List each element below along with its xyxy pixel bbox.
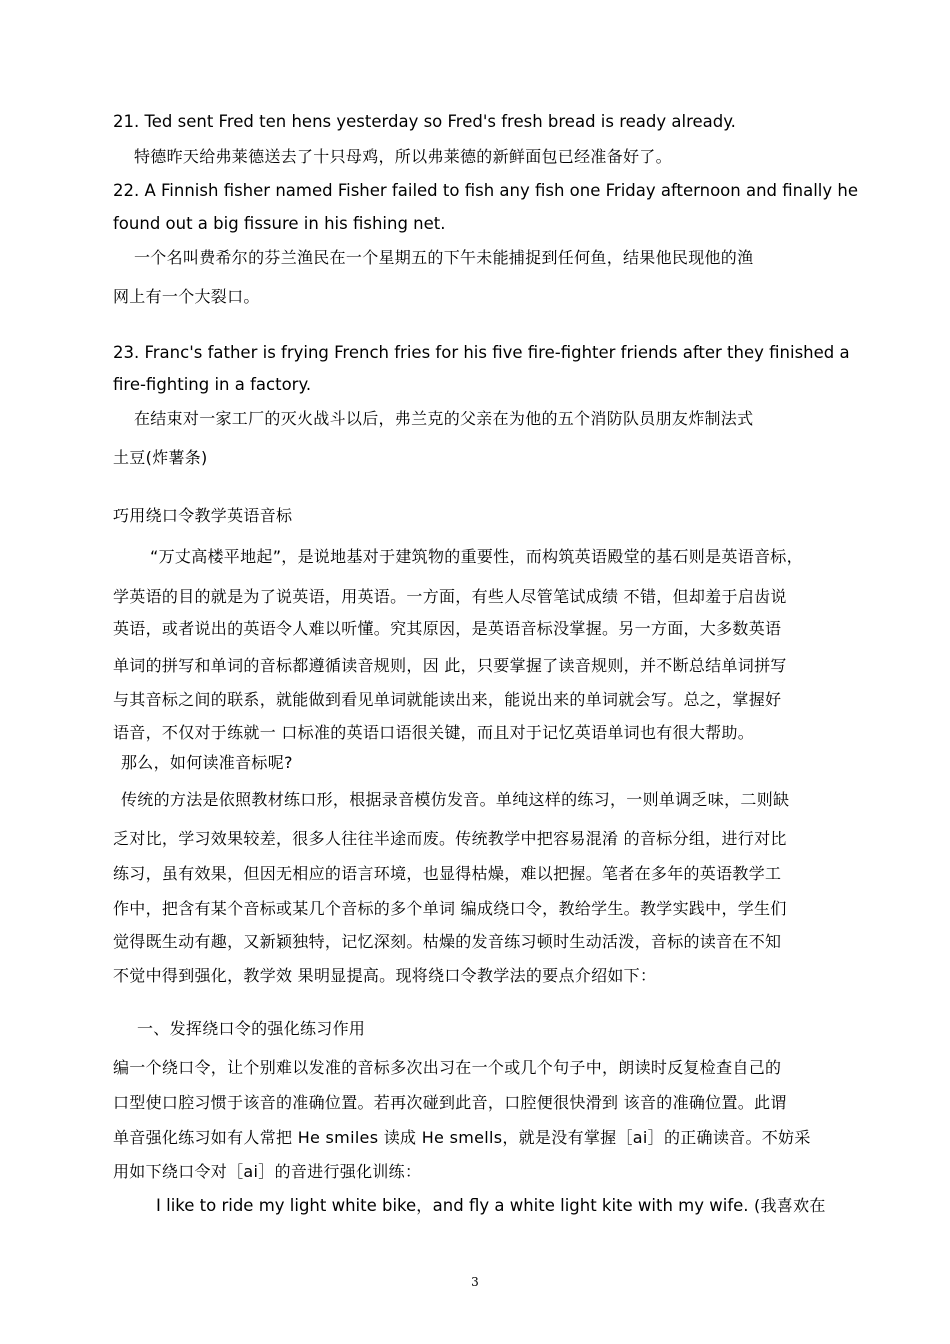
section-1-line-mixed <box>113 1162 421 1182</box>
item-23-english-line2: fire-fighting in a factory. <box>113 375 312 394</box>
paragraph-3-line: 作中，把含有某个音标或某几个音标的多个单词 编成绕口令，教给学生。教学实践中，学生们 <box>113 899 787 918</box>
item-22-english-line2: found out a big fissure in his fishing net. <box>113 214 446 233</box>
item-22-chinese-line2: 网上有一个大裂口。 <box>113 287 260 306</box>
phonetic-symbol: ai <box>632 1128 648 1147</box>
page-number: 3 <box>471 1275 479 1289</box>
item-23-chinese-line2: 土豆(炸薯条) <box>113 448 208 467</box>
example-english: I like to ride my light white bike，and fly a white light kite with my wife. <box>156 1196 749 1215</box>
text-segment: 读成 <box>378 1128 422 1147</box>
section-1-line: 编一个绕口令，让个别难以发准的音标多次出习在一个或几个句子中，朗读时反复检查自己的 <box>113 1058 782 1077</box>
paragraph-1-line: 学英语的目的就是为了说英语，用英语。一方面，有些人尽管笔试成绩 不错，但却羞于启齿说 <box>113 587 787 606</box>
item-21-chinese: 特德昨天给弗莱德送去了十只母鸡，所以弗莱德的新鲜面包已经准备好了。 <box>134 147 672 166</box>
item-23-english-line1: 23. Franc's father is frying French fries for his five fire-fighter friends after they finished a <box>113 343 850 362</box>
section-1-title: 一、发挥绕口令的强化练习作用 <box>137 1019 366 1038</box>
paragraph-3-line: 乏对比，学习效果较差，很多人往往半途而废。传统教学中把容易混淆 的音标分组，进行对比 <box>113 829 787 848</box>
text-segment: ］的正确读音。不妨采 <box>647 1128 811 1147</box>
text-segment: 单音强化练习如有人常把 <box>113 1128 298 1147</box>
text-segment-english: He smiles <box>297 1128 379 1147</box>
section-1-line-mixed <box>113 1128 811 1148</box>
text-segment: ，就是没有掌握［ <box>502 1128 633 1147</box>
item-22-english-line1: 22. A Finnish fisher named Fisher failed to fish any fish one Friday afternoon and finally he <box>113 181 858 200</box>
paragraph-1-line: 英语，或者说出的英语令人难以听懂。究其原因，是英语音标没掌握。另一方面，大多数英语 <box>113 619 782 638</box>
text-segment: 用如下绕口令对［ <box>113 1162 244 1181</box>
paragraph-1-line: 与其音标之间的联系，就能做到看见单词就能读出来，能说出来的单词就会写。总之，掌握好 <box>113 690 782 709</box>
text-segment-english: He smells <box>421 1128 503 1147</box>
item-22-chinese-line1: 一个名叫费希尔的芬兰渔民在一个星期五的下午未能捕捉到任何鱼，结果他民现他的渔 <box>134 248 754 267</box>
item-21-english: 21. Ted sent Fred ten hens yesterday so Fred's fresh bread is ready already. <box>113 112 736 131</box>
paragraph-1-line: “万丈高楼平地起”，是说地基对于建筑物的重要性，而构筑英语殿堂的基石则是英语音标， <box>150 547 803 566</box>
paragraph-1-line: 语音，不仅对于练就一 口标准的英语口语很关键，而且对于记忆英语单词也有很大帮助。 <box>113 723 755 742</box>
paragraph-3-line: 觉得既生动有趣，又新颖独特，记忆深刻。枯燥的发音练习顿时生动活泼，音标的读音在不知 <box>113 932 782 951</box>
example-sentence <box>156 1196 826 1216</box>
phonetic-symbol: ai <box>243 1162 259 1181</box>
section-1-line: 口型使口腔习惯于该音的准确位置。若再次碰到此音，口腔便很快滑到 该音的准确位置。此谓 <box>113 1093 787 1112</box>
example-chinese: (我喜欢在 <box>748 1196 826 1215</box>
paragraph-3-line: 练习，虽有效果，但因无相应的语言环境，也显得枯燥，难以把握。笔者在多年的英语教学工 <box>113 864 782 883</box>
article-title: 巧用绕口令教学英语音标 <box>113 506 293 525</box>
text-segment: ］的音进行强化训练： <box>258 1162 422 1181</box>
item-23-chinese-line1: 在结束对一家工厂的灭火战斗以后，弗兰克的父亲在为他的五个消防队员朋友炸制法式 <box>134 409 754 428</box>
paragraph-2: 那么，如何读准音标呢? <box>121 753 293 772</box>
paragraph-3-line: 不觉中得到强化，教学效 果明显提高。现将绕口令教学法的要点介绍如下： <box>113 966 657 985</box>
paragraph-3-line: 传统的方法是依照教材练口形，根据录音模仿发音。单纯这样的练习，一则单调乏味，二则缺 <box>121 790 790 809</box>
paragraph-1-line: 单词的拼写和单词的音标都遵循读音规则，因 此，只要掌握了读音规则，并不断总结单词拼写 <box>113 656 787 675</box>
